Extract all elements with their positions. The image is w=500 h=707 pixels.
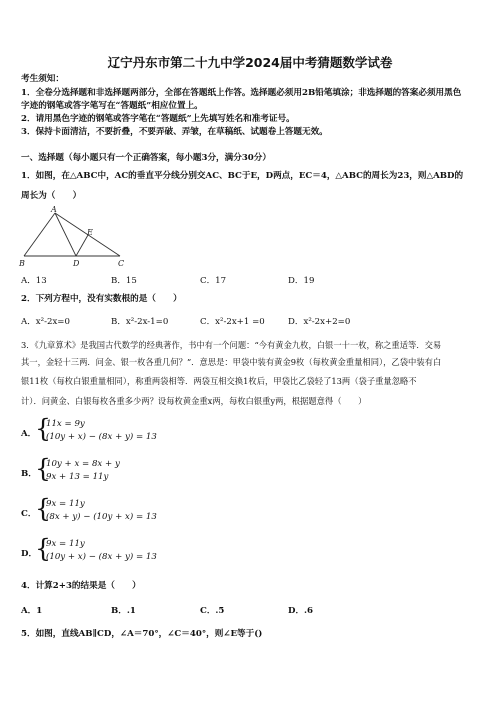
q1-stem-line-1: 1．如图，在△ABC中，AC的垂直平分线分别交AC、BC于E，D两点，EC＝4，△ABC的周长为23，则△ABD的 (21, 171, 464, 181)
q3-option-d-eq-2: (10y + x) − (8x + y) = 13 (46, 552, 157, 562)
q3-option-d-system (35, 534, 179, 563)
brace-icon: { (35, 414, 51, 443)
brace-icon: { (35, 494, 51, 523)
q3-option-b-eq-2: 9x + 13 = 11y (46, 472, 109, 482)
page-title: 辽宁丹东市第二十九中学2024届中考猜题数学试卷 (107, 55, 393, 70)
q3-stem-line-3: 银11枚（每枚白银重量相同），称重两袋相等．两袋互相交换1枚后，甲袋比乙袋轻了13两（袋子重量忽略不 (21, 376, 417, 386)
label-c: C (118, 259, 125, 267)
section-heading: 一、选择题（每小题只有一个正确答案，每小题3分，满分30分） (21, 153, 271, 163)
q3-stem-line-2: 其一，金轻十三两．问金、银一枚各重几何？”．意思是：甲袋中装有黄金9枚（每枚黄金重量相同），乙袋中装有白 (21, 357, 442, 367)
q3-option-d-label: D． (21, 549, 38, 559)
q3-option-a-label: A． (21, 429, 37, 439)
notes-line-2: 字迹的钢笔或答字笔写在“答题纸”相应位置上。 (21, 101, 203, 111)
q4-option-b[interactable]: B．.1 (111, 606, 136, 616)
brace-icon: { (35, 454, 51, 483)
q3-option-c-system (35, 494, 179, 523)
q1-option-a[interactable]: A．13 (21, 276, 47, 286)
q2-option-a[interactable]: A．x²-2x=0 (21, 317, 70, 327)
q2-option-b[interactable]: B．x²-2x-1=0 (111, 317, 169, 327)
q4-stem: 4．计算2+3的结果是（ ） (21, 581, 141, 591)
q3-stem-line-1: 3．《九章算术》是我国古代数学的经典著作，书中有一个问题：“今有黄金九枚，白银一十一枚，称之重适等．交易 (21, 340, 442, 350)
q1-option-c[interactable]: C．17 (200, 276, 227, 286)
q1-triangle-figure (18, 205, 130, 267)
q2-option-c[interactable]: C．x²-2x+1 =0 (200, 317, 265, 327)
q3-option-a-system (35, 414, 179, 443)
label-d: D (73, 259, 80, 267)
q4-option-c[interactable]: C．.5 (200, 606, 225, 616)
q1-option-b[interactable]: B．15 (111, 276, 137, 286)
notes-line-1: 1．全卷分选择题和非选择题两部分，全部在答题纸上作答。选择题必须用2B铅笔填涂；非选择题的答案必须用黑色 (21, 88, 462, 98)
notes-line-3: 2．请用黑色字迹的钢笔或答字笔在“答题纸”上先填写姓名和准考证号。 (21, 114, 295, 124)
q2-stem: 2．下列方程中，没有实数根的是（ ） (21, 294, 182, 304)
q3-option-c-label: C． (21, 509, 37, 519)
q1-stem-line-2: 周长为（ ） (21, 191, 82, 201)
q1-option-d[interactable]: D．19 (288, 276, 315, 286)
q4-option-d[interactable]: D．.6 (288, 606, 314, 616)
q3-option-c-eq-2: (8x + y) − (10y + x) = 13 (46, 512, 157, 522)
label-a: A (51, 205, 57, 214)
q5-stem: 5．如图，直线AB∥CD，∠A＝70°，∠C＝40°，则∠E等于() (21, 629, 263, 639)
q3-option-c-eq-1: 9x = 11y (46, 499, 85, 509)
q3-option-b-system (35, 454, 179, 483)
q2-option-d[interactable]: D．x²-2x+2=0 (288, 317, 351, 327)
notes-heading: 考生须知： (21, 74, 64, 84)
q3-stem-line-4: 计）．问黄金、白银每枚各重多少两？设每枚黄金重x两，每枚白银重y两，根据题意得（ ） (21, 396, 367, 406)
q3-option-d-eq-1: 9x = 11y (46, 539, 85, 549)
q3-option-a-eq-2: (10y + x) − (8x + y) = 13 (46, 432, 157, 442)
q3-option-b-label: B． (21, 469, 37, 479)
label-e: E (87, 228, 93, 237)
notes-line-4: 3．保持卡面清洁，不要折叠，不要弄破、弄皱，在草稿纸、试题卷上答题无效。 (21, 127, 328, 137)
label-b: B (19, 259, 25, 267)
brace-icon: { (35, 534, 51, 563)
q3-option-a-eq-1: 11x = 9y (46, 419, 85, 429)
q3-option-b-eq-1: 10y + x = 8x + y (46, 459, 120, 469)
q4-option-a[interactable]: A．1 (21, 606, 43, 616)
